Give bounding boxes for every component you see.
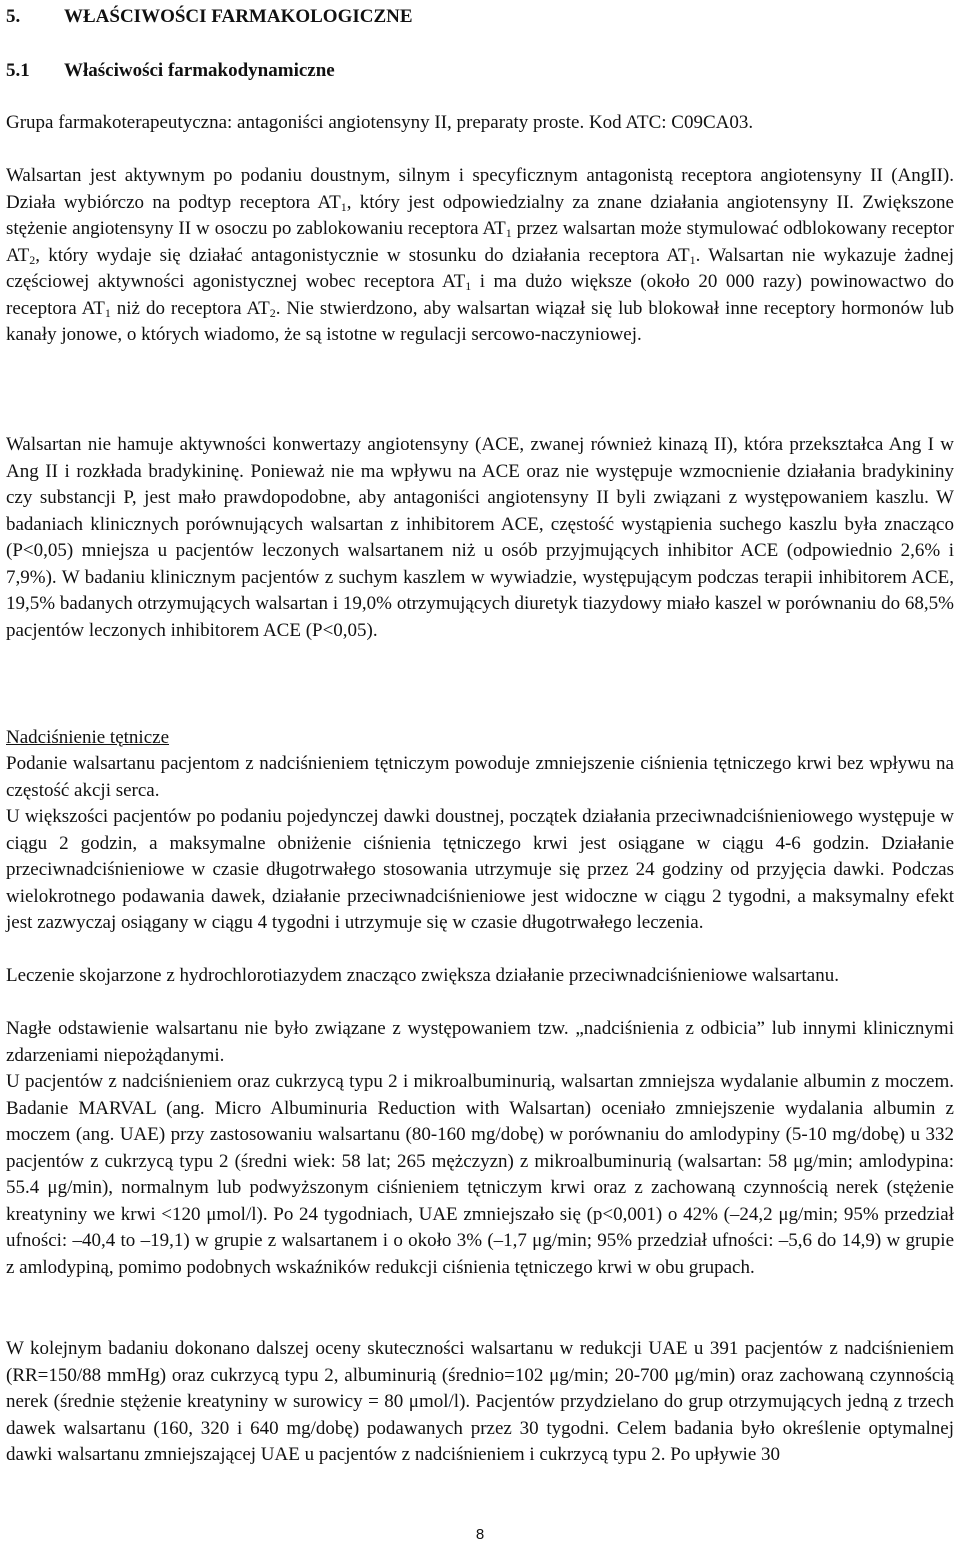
ace-paragraph: Walsartan nie hamuje aktywności konwertazy angiotensyny (ACE, zwanej również kinazą II), która przekształca Ang I w Ang II i rozkłada bradykininę. Ponieważ nie ma wpływu na ACE oraz nie występuje wzmocnienie działania bradykininy czy substancji P, jest mało prawdopodobne, aby antagoniści angiotensyny II byli związani z występowaniem kaszlu. W badaniach klinicznych porównujących walsartan z inhibitorem ACE, częstość wystąpienia suchego kaszlu była znacząco (P<0,05) mniejsza u pacjentów leczonych walsartanem niż u osób przyjmujących inhibitor ACE (odpowiednio 2,6% i 7,9%). W badaniu klinicznym pacjentów z suchym kaszlem w wywiadzie, występującym podczas terapii inhibitorem ACE, 19,5% badanych otrzymujących walsartan i 19,0% otrzymujących diuretyk tiazydowy miało kaszel w porównaniu do 68,5% pacjentów leczonych inhibitorem ACE (P<0,05). (6, 434, 954, 641)
hypertension-intro-paragraph: Podanie walsartanu pacjentom z nadciśnieniem tętniczym powoduje zmniejszenie ciśnienia tętniczego krwi bez wpływu na częstość akcji serca. (6, 753, 954, 801)
marval-paragraph: U pacjentów z nadciśnieniem oraz cukrzycą typu 2 i mikroalbuminurią, walsartan zmniejsza wydalanie albumin z moczem. Badanie MARVAL (ang. Micro Albuminuria Reduction with Walsartan) oceniało zmniejszenie wydalania albumin z moczem (ang. UAE) przy zastosowaniu walsartanu (80-160 mg/dobę) w porównaniu do amlodypiny (5-10 mg/dobę) u 332 pacjentów z cukrzycą typu 2 (średni wiek: 58 lat; 265 mężczyzn) z mikroalbuminurią (walsartan: 58 μg/min; amlodypina: 55.4 μg/min), normalnym lub podwyższonym ciśnieniem tętniczym krwi oraz z zachowaną czynnością nerek (stężenie kreatyniny we krwi <120 μmol/l). Po 24 tygodniach, UAE zmniejszało się (p<0,001) o 42% (–24,2 μg/min; 95% przedział ufności: –40,4 to –19,1) w grupie z walsartanem i o około 3% (–1,7 μg/min; 95% przedział ufności: –5,6 do 14,9) w grupie z amlodypiną, pomimo podobnych wskaźników redukcji ciśnienia tętniczego krwi w obu grupach. (6, 1071, 954, 1278)
onset-paragraph: U większości pacjentów po podaniu pojedynczej dawki doustnej, początek działania przeciwnadciśnieniowego występuje w ciągu 2 godzin, a maksymalne obniżenie ciśnienia tętniczego krwi jest osiągane w ciągu 4-6 godzin. Działanie przeciwnadciśnieniowe w czasie długotrwałego stosowania utrzymuje się przez 24 godziny od przyjęcia dawki. Podczas wielokrotnego podawania dawek, działanie przeciwnadciśnieniowe jest widoczne w ciągu 2 tygodni, a maksymalny efekt jest zazwyczaj osiągany w ciągu 4 tygodni i utrzymuje się w czasie długotrwałego leczenia. (6, 806, 954, 933)
section-heading (6, 4, 413, 30)
section-number: 5. (6, 6, 21, 27)
subscript: 2 (29, 252, 36, 267)
follow-up-study-paragraph: W kolejnym badaniu dokonano dalszej oceny skuteczności walsartanu w redukcji UAE u 391 pacjentów z nadciśnieniem (RR=150/88 mmHg) oraz cukrzycą typu 2, albuminurią (średnio=102 μg/min; 20-700 μg/min) oraz zachowaną czynnością nerek (średnie stężenie kreatyniny w surowicy = 80 μmol/l). Pacjentów przydzielano do grup otrzymujących jedną z trzech dawek walsartanu (160, 320 i 640 mg/dobę) podawanych przez 30 tygodni. Celem badania było określenie optymalnej dawki walsartanu zmniejszającej UAE u pacjentów z nadciśnieniem i cukrzycą typu 2. Po upływie 30 (6, 1338, 954, 1465)
mechanism-text-a: Walsartan jest aktywnym po podaniu doustnym, silnym i specyficznym antagonistą receptora angiotensyny II (AngII). Działa wybiórczo na podtyp receptora AT (6, 165, 954, 213)
mechanism-text-b: , który jest odpowiedzialny za znane działania angiotensyny II. Zwiększone stężenie angiotensyny II w osoczu po zablokowaniu receptora AT (6, 191, 954, 239)
section-title: WŁAŚCIWOŚCI FARMAKOLOGICZNE (64, 6, 413, 27)
mechanism-text-c: przez walsartan może stymulować odblokowany receptor AT (6, 218, 954, 266)
subscript: 1 (104, 305, 111, 320)
withdrawal-paragraph: Nagłe odstawienie walsartanu nie było związane z występowaniem tzw. „nadciśnienia z odbicia” lub innymi klinicznymi zdarzeniami niepożądanymi. (6, 1018, 954, 1066)
mechanism-text-d: , który wydaje się działać antagonistycznie w stosunku do działania receptora AT (35, 244, 690, 266)
subscript: 2 (269, 305, 276, 320)
atc-paragraph: Grupa farmakoterapeutyczna: antagoniści angiotensyny II, preparaty proste. Kod ATC: C09CA03. (6, 112, 754, 133)
combination-paragraph: Leczenie skojarzone z hydrochlorotiazydem znacząco zwiększa działanie przeciwnadciśnieniowe walsartanu. (6, 965, 839, 986)
mechanism-paragraph (6, 163, 954, 349)
mechanism-text-g: niż do receptora AT (110, 297, 270, 319)
mechanism-text-e: . Walsartan nie wykazuje żadnej częściowej aktywności agonistycznej wobec receptora AT (6, 244, 954, 292)
subsection-number: 5.1 (6, 60, 30, 81)
page-number: 8 (475, 1526, 485, 1543)
subscript: 1 (340, 199, 347, 214)
hypertension-heading: Nadciśnienie tętnicze (6, 727, 170, 748)
subscript: 1 (689, 252, 696, 267)
mechanism-text-f: i ma dużo większe (około 20 000 razy) powinowactwo do receptora AT (6, 271, 954, 319)
subsection-heading (6, 58, 335, 84)
subscript: 1 (465, 279, 472, 293)
subsection-title: Właściwości farmakodynamiczne (64, 60, 335, 81)
subscript: 1 (505, 226, 512, 240)
mechanism-text-h: . Nie stwierdzono, aby walsartan wiązał się lub blokował inne receptory hormonów lub kanały jonowe, o których wiadomo, że są istotne w regulacji sercowo-naczyniowej. (6, 297, 955, 345)
